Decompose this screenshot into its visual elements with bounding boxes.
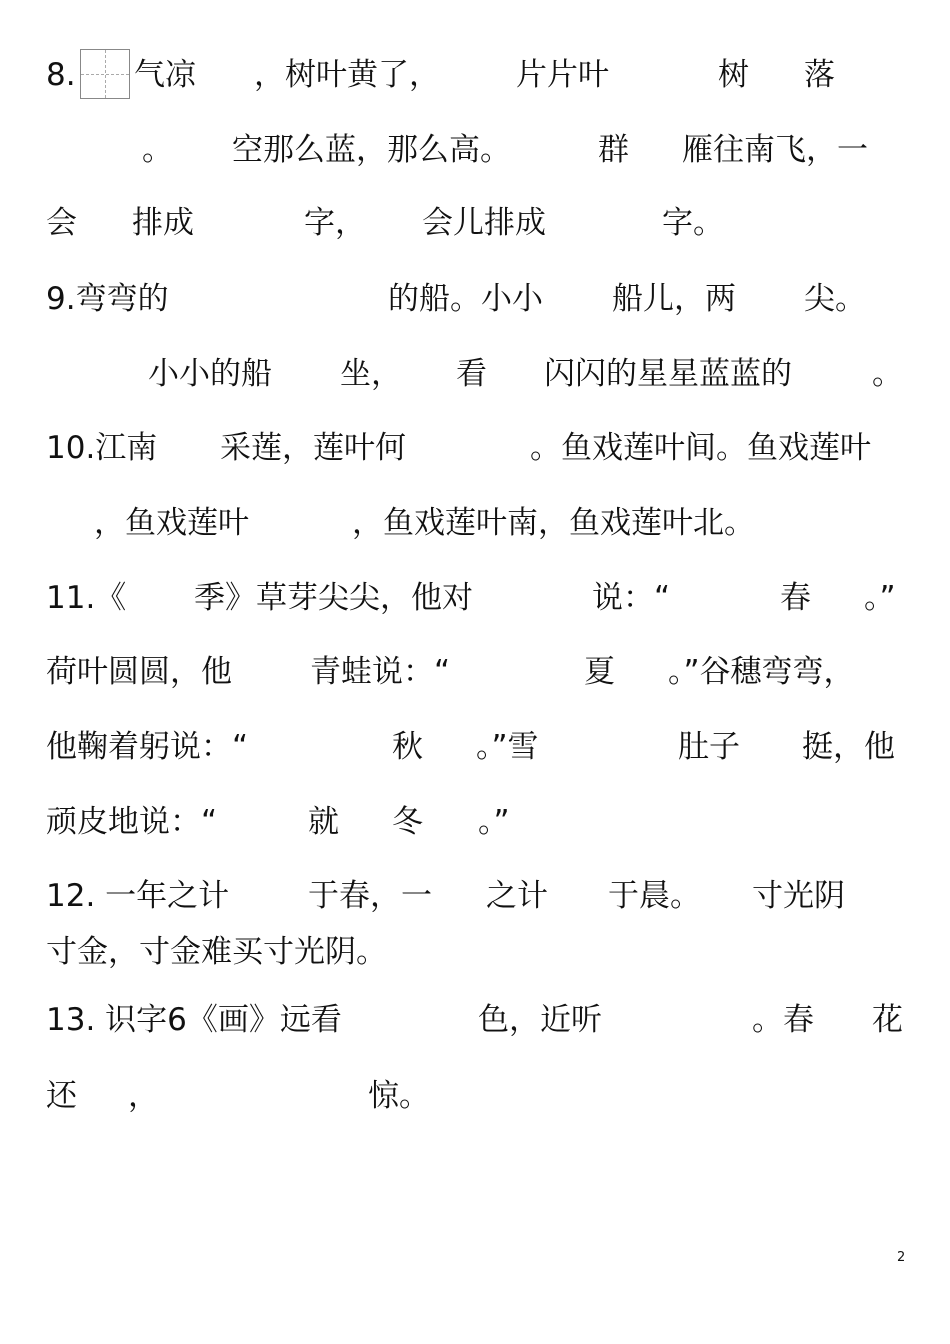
- q10-text: 。鱼戏莲叶间。鱼戏莲叶: [530, 430, 871, 466]
- q10-text: 采莲，莲叶何: [220, 430, 406, 466]
- q8-text: 片片叶: [516, 57, 609, 93]
- q10-text: ，鱼戏莲叶南，鱼戏莲叶北。: [352, 505, 755, 541]
- q11-text: 他鞠着躬说：“: [46, 729, 249, 765]
- q11-text: 11.《: [46, 580, 127, 616]
- q9-text: 船儿，两: [612, 281, 736, 317]
- q11-text: 冬: [392, 804, 423, 840]
- q8-text: ，树叶黄了，: [254, 57, 440, 93]
- q11-text: 。”雪: [476, 729, 539, 765]
- q9-text: 闪闪的星星蓝蓝的: [544, 356, 792, 392]
- q8-text: 群: [598, 132, 629, 168]
- q8-text: 。: [142, 132, 173, 168]
- q8-text: 空那么蓝，那么高。: [232, 132, 511, 168]
- q11-text: 荷叶圆圆，他: [46, 654, 232, 690]
- q8-text: 会儿排成: [422, 205, 546, 241]
- q12-text: 12. 一年之计: [46, 878, 230, 914]
- q9-text: 坐，: [340, 356, 402, 392]
- q11-line-1: [46, 578, 906, 618]
- q8-text: 会: [46, 205, 77, 241]
- q8-line-1: [46, 55, 906, 95]
- q9-text: 。: [872, 356, 903, 392]
- q10-line-1: [46, 428, 906, 468]
- q11-line-4: [46, 802, 906, 842]
- q13-text: ，: [128, 1078, 159, 1114]
- q8-text: 字，: [304, 205, 366, 241]
- q11-line-3: [46, 727, 906, 767]
- q11-text: 春: [780, 580, 811, 616]
- q8-text: 雁往南飞，一: [682, 132, 868, 168]
- q8-text: 树: [718, 57, 749, 93]
- q13-text: 惊。: [368, 1078, 430, 1114]
- q8-line-2: [46, 130, 906, 170]
- q8-line-3: [46, 203, 906, 243]
- q12-text: 寸光阴: [752, 878, 845, 914]
- q10-line-2: [46, 503, 906, 543]
- q12-text: 于晨。: [608, 878, 701, 914]
- q9-text: 小小的船: [148, 356, 272, 392]
- q13-text: 还: [46, 1078, 77, 1114]
- q11-text: 秋: [392, 729, 423, 765]
- q13-text: 色，近听: [478, 1002, 602, 1038]
- q11-text: 。”: [864, 580, 896, 616]
- q11-text: 顽皮地说：“: [46, 804, 218, 840]
- q13-line-2: [46, 1076, 906, 1116]
- q13-text: 13. 识字6《画》远看: [46, 1002, 342, 1038]
- q12-line-1: [46, 876, 906, 916]
- writing-box[interactable]: [80, 49, 130, 99]
- q12-text: 之计: [486, 878, 548, 914]
- q11-text: 说：“: [592, 580, 671, 616]
- q13-line-1: [46, 1000, 906, 1040]
- q11-text: 就: [308, 804, 339, 840]
- q13-text: 。春: [752, 1002, 814, 1038]
- q8-text: 气凉: [134, 57, 196, 93]
- q12-line-2: [46, 932, 906, 972]
- page-number: 2: [897, 1250, 906, 1265]
- q11-text: 挺，他: [802, 729, 895, 765]
- q9-text: 的船。小小: [388, 281, 543, 317]
- q9-text: 看: [456, 356, 487, 392]
- q9-line-2: [46, 354, 906, 394]
- q9-text: 尖。: [804, 281, 866, 317]
- q11-text: 。”: [478, 804, 510, 840]
- q13-text: 花: [872, 1002, 903, 1038]
- q11-line-2: [46, 652, 906, 692]
- q8-text: 落: [804, 57, 835, 93]
- q12-text: 寸金，寸金难买寸光阴。: [46, 934, 387, 970]
- q9-text: 9.弯弯的: [46, 281, 169, 317]
- q11-text: 夏: [584, 654, 615, 690]
- q9-line-1: [46, 279, 906, 319]
- q10-text: ，鱼戏莲叶: [94, 505, 249, 541]
- q8-number: 8.: [46, 57, 76, 93]
- q10-text: 10.江南: [46, 430, 158, 466]
- q11-text: 季》草芽尖尖，他对: [194, 580, 473, 616]
- q11-text: 青蛙说：“: [310, 654, 451, 690]
- q8-text: 字。: [662, 205, 724, 241]
- q8-text: 排成: [132, 205, 194, 241]
- q11-text: 肚子: [678, 729, 740, 765]
- q12-text: 于春，一: [308, 878, 432, 914]
- q11-text: 。”谷穗弯弯，: [668, 654, 855, 690]
